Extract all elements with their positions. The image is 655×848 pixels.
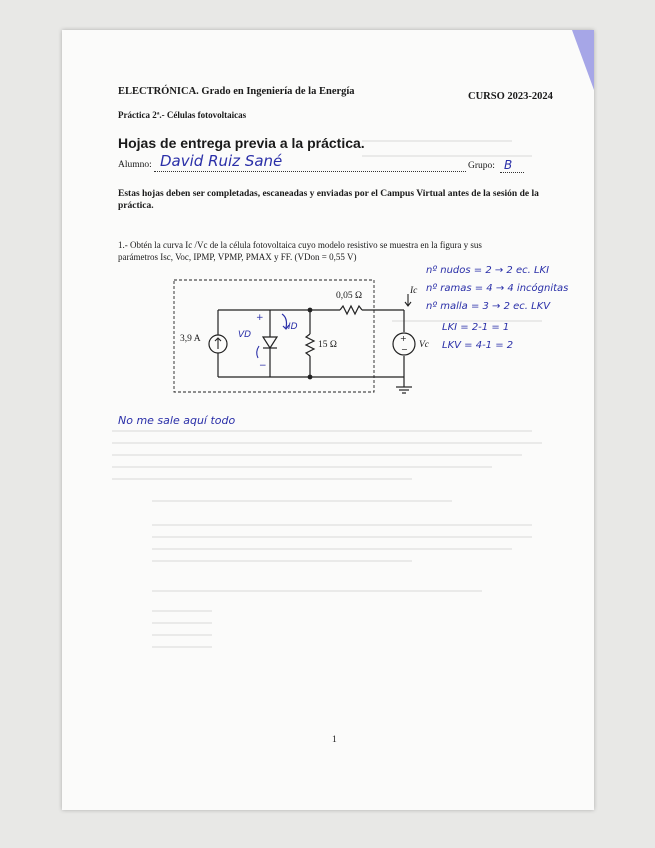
note-lkv: LKV = 4-1 = 2: [442, 340, 514, 351]
source-current-label: 3,9 A: [180, 334, 201, 344]
showthrough-line: [112, 430, 532, 432]
ic-label: Ic: [410, 286, 418, 296]
instructions: Estas hojas deben ser completadas, escaneadas y enviadas por el Campus Virtual antes de la sesión de la práctica.: [118, 189, 539, 211]
group-label: Grupo:: [468, 161, 495, 171]
course-year: CURSO 2023-2024: [468, 91, 553, 102]
circuit-diagram: [162, 274, 422, 409]
showthrough-line: [152, 646, 212, 648]
note-meshes: nº malla = 3 → 2 ec. LKV: [426, 301, 551, 312]
showthrough-line: [152, 634, 212, 636]
showthrough-line: [112, 442, 542, 444]
svg-text:+: +: [400, 334, 407, 343]
group-value: B: [504, 158, 513, 172]
question-1-line2: parámetros Isc, Voc, IPMP, VPMP, PMAX y FF. (VDon = 0,55 V): [118, 252, 357, 262]
page-title: Hojas de entrega previa a la práctica.: [118, 135, 365, 151]
showthrough-line: [152, 560, 412, 562]
showthrough-line: [152, 536, 532, 538]
showthrough-line: [362, 140, 512, 142]
vd-label: VD: [238, 330, 252, 340]
practice-title: Práctica 2ª.- Células fotovoltaicas: [118, 110, 247, 120]
student-name-label: Alumno:: [118, 160, 152, 170]
question-1-line1: 1.- Obtén la curva Ic /Vc de la célula fotovoltaica cuyo modelo resistivo se muestra en la figura y sus: [118, 240, 482, 250]
showthrough-line: [112, 478, 412, 480]
svg-text:−: −: [259, 361, 267, 371]
course-title: ELECTRÓNICA. Grado en Ingeniería de la Energía: [118, 86, 355, 97]
note-branches: nº ramas = 4 → 4 incógnitas: [426, 283, 569, 294]
page-number: 1: [332, 735, 337, 745]
svg-text:−: −: [401, 345, 408, 354]
handwritten-answer: No me sale aquí todo: [118, 414, 236, 427]
vc-label: Vc: [419, 340, 430, 350]
note-nodes: nº nudos = 2 → 2 ec. LKI: [426, 265, 550, 276]
showthrough-line: [152, 548, 512, 550]
series-resistor-label: 0,05 Ω: [336, 291, 363, 301]
page-corner-fold: [572, 30, 594, 90]
showthrough-line: [152, 590, 482, 592]
student-name-line: [154, 171, 466, 172]
svg-text:+: +: [256, 313, 264, 323]
showthrough-line: [152, 610, 212, 612]
showthrough-line: [112, 466, 492, 468]
student-name-value: David Ruiz Sané: [160, 152, 283, 170]
id-label: ID: [288, 322, 298, 332]
group-line: [500, 172, 524, 173]
showthrough-line: [152, 622, 212, 624]
showthrough-line: [152, 500, 452, 502]
showthrough-line: [112, 454, 522, 456]
showthrough-line: [152, 524, 532, 526]
note-lki: LKI = 2-1 = 1: [442, 322, 510, 333]
document-page: [62, 30, 594, 810]
shunt-resistor-label: 15 Ω: [318, 340, 337, 350]
showthrough-line: [362, 155, 532, 157]
